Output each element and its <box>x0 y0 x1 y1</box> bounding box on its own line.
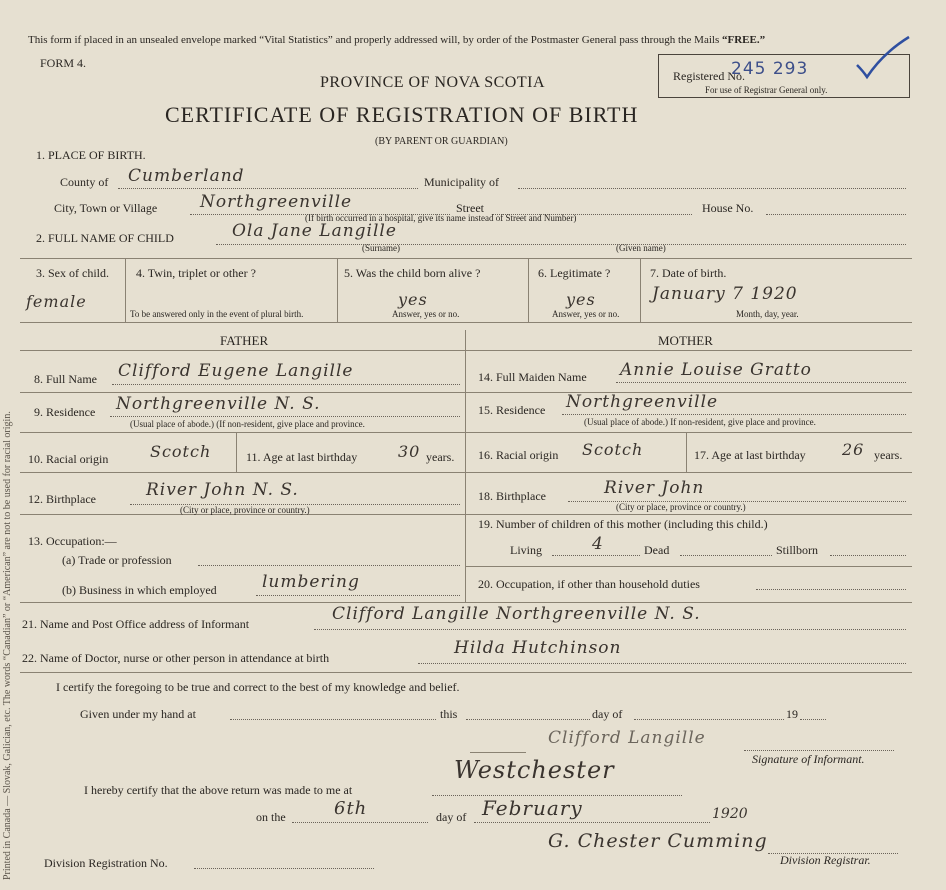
mother-racial-value: Scotch <box>582 440 644 459</box>
father-residence-value: Northgreenville N. S. <box>116 394 321 414</box>
day-of-label: day of <box>592 707 623 721</box>
informant-value: Clifford Langille Northgreenville N. S. <box>332 604 701 624</box>
page-title: CERTIFICATE OF REGISTRATION OF BIRTH <box>165 102 639 127</box>
doctor-value: Hilda Hutchinson <box>454 638 622 658</box>
house-label: House No. <box>702 201 754 215</box>
surname-note: (Surname) <box>362 243 400 253</box>
informant-signature-label: Signature of Informant. <box>752 752 865 766</box>
father-years-label: years. <box>426 450 455 464</box>
mother-age-label: 17. Age at last birthday <box>694 448 806 462</box>
mother-age-value: 26 <box>842 440 865 459</box>
father-birthplace-label: 12. Birthplace <box>28 492 96 506</box>
alive-label: 5. Was the child born alive ? <box>344 266 481 280</box>
this-label: this <box>440 707 458 721</box>
certify-statement: I certify the foregoing to be true and correct to the best of my knowledge and belief. <box>56 680 460 694</box>
children-label: 19. Number of children of this mother (including this child.) <box>478 517 768 531</box>
father-name-label: 8. Full Name <box>34 372 97 386</box>
registered-number: 245 293 <box>731 59 809 79</box>
living-value: 4 <box>592 534 604 554</box>
child-name-label: 2. FULL NAME OF CHILD <box>36 231 174 245</box>
informant-signature: Clifford Langille <box>548 728 706 748</box>
date-note: Month, day, year. <box>736 309 799 319</box>
return-day: 6th <box>334 798 368 819</box>
on-the-label: on the <box>256 810 286 824</box>
business-label: (b) Business in which employed <box>62 583 217 597</box>
father-residence-note: (Usual place of abode.) (If non-resident, give place and province. <box>130 419 365 429</box>
registered-label: Registered No. <box>673 69 745 83</box>
mother-residence-note: (Usual place of abode.) If non-resident, give place and province. <box>584 417 816 427</box>
twin-note: To be answered only in the event of plural birth. <box>130 309 304 319</box>
business-value: lumbering <box>262 572 360 592</box>
twin-label: 4. Twin, triplet or other ? <box>136 266 256 280</box>
child-name-value: Ola Jane Langille <box>232 221 397 241</box>
mother-heading: MOTHER <box>658 333 713 348</box>
doctor-label: 22. Name of Doctor, nurse or other person in attendance at birth <box>22 651 330 665</box>
stillborn-label: Stillborn <box>776 543 819 557</box>
side-note: Printed in Canada — Slovak, Galician, etc. The words “Canadian” or “American” are not to be used for racial origin. <box>2 411 13 880</box>
sex-value: female <box>26 292 87 311</box>
division-registration-label: Division Registration No. <box>44 856 168 870</box>
date-value: January 7 1920 <box>652 284 798 304</box>
date-label: 7. Date of birth. <box>650 266 727 280</box>
legitimate-label: 6. Legitimate ? <box>538 266 611 280</box>
place-heading: 1. PLACE OF BIRTH. <box>36 148 146 162</box>
page-subtitle: (BY PARENT OR GUARDIAN) <box>375 136 508 147</box>
form-number: FORM 4. <box>40 56 87 70</box>
father-birthplace-note: (City or place, province or country.) <box>180 505 310 515</box>
legitimate-value: yes <box>566 290 596 309</box>
father-racial-value: Scotch <box>150 442 212 461</box>
alive-value: yes <box>398 290 428 309</box>
father-racial-label: 10. Racial origin <box>28 452 109 466</box>
informant-label: 21. Name and Post Office address of Informant <box>22 617 250 631</box>
registered-box <box>658 54 910 98</box>
trade-label: (a) Trade or profession <box>62 553 172 567</box>
street-label: Street <box>456 201 484 215</box>
checkmark-icon <box>853 33 913 83</box>
mother-birthplace-value: River John <box>604 478 705 498</box>
return-place: Westchester <box>454 756 615 784</box>
free-label: “FREE.” <box>721 34 766 46</box>
father-birthplace-value: River John N. S. <box>146 480 299 500</box>
mother-residence-label: 15. Residence <box>478 403 546 417</box>
living-label: Living <box>510 543 542 557</box>
side-margin-text <box>0 20 16 880</box>
mother-occupation-label: 20. Occupation, if other than household duties <box>478 577 700 591</box>
municipality-label: Municipality of <box>424 175 499 189</box>
mother-name-value: Annie Louise Gratto <box>620 360 812 380</box>
father-name-value: Clifford Eugene Langille <box>118 361 354 381</box>
father-heading: FATHER <box>220 333 269 348</box>
city-value: Northgreenville <box>200 192 353 212</box>
registrar-signature: G. Chester Cumming <box>548 830 768 852</box>
return-month: February <box>482 796 583 820</box>
year-prefix-label: 19 <box>786 707 798 721</box>
mail-notice <box>28 34 765 46</box>
given-label: Given under my hand at <box>80 707 196 721</box>
mother-residence-value: Northgreenville <box>566 392 719 412</box>
alive-note: Answer, yes or no. <box>392 309 460 319</box>
sex-label: 3. Sex of child. <box>36 266 109 280</box>
county-value: Cumberland <box>128 166 245 186</box>
county-label: County of <box>60 175 109 189</box>
city-label: City, Town or Village <box>54 201 158 215</box>
registered-note: For use of Registrar General only. <box>705 85 828 95</box>
return-day-of-label: day of <box>436 810 467 824</box>
mother-name-label: 14. Full Maiden Name <box>478 370 587 384</box>
mother-racial-label: 16. Racial origin <box>478 448 559 462</box>
legitimate-note: Answer, yes or no. <box>552 309 620 319</box>
mother-birthplace-note: (City or place, province or country.) <box>616 502 746 512</box>
mother-years-label: years. <box>874 448 903 462</box>
province-heading: PROVINCE OF NOVA SCOTIA <box>320 74 546 91</box>
return-year: 1920 <box>712 806 748 822</box>
hospital-note: (If birth occurred in a hospital, give its name instead of Street and Number) <box>305 213 577 223</box>
registrar-label: Division Registrar. <box>780 853 871 867</box>
dead-label: Dead <box>644 543 670 557</box>
given-name-note: (Given name) <box>616 243 666 253</box>
mail-notice-text: This form if placed in an unsealed envelope marked “Vital Statistics” and properly addressed will, by order of the Postmaster General pass through the Mails <box>28 34 720 46</box>
father-age-label: 11. Age at last birthday <box>246 450 358 464</box>
return-statement: I hereby certify that the above return was made to me at <box>84 783 353 797</box>
father-residence-label: 9. Residence <box>34 405 96 419</box>
father-age-value: 30 <box>398 442 421 461</box>
occupation-label: 13. Occupation:— <box>28 534 117 548</box>
mother-birthplace-label: 18. Birthplace <box>478 489 546 503</box>
